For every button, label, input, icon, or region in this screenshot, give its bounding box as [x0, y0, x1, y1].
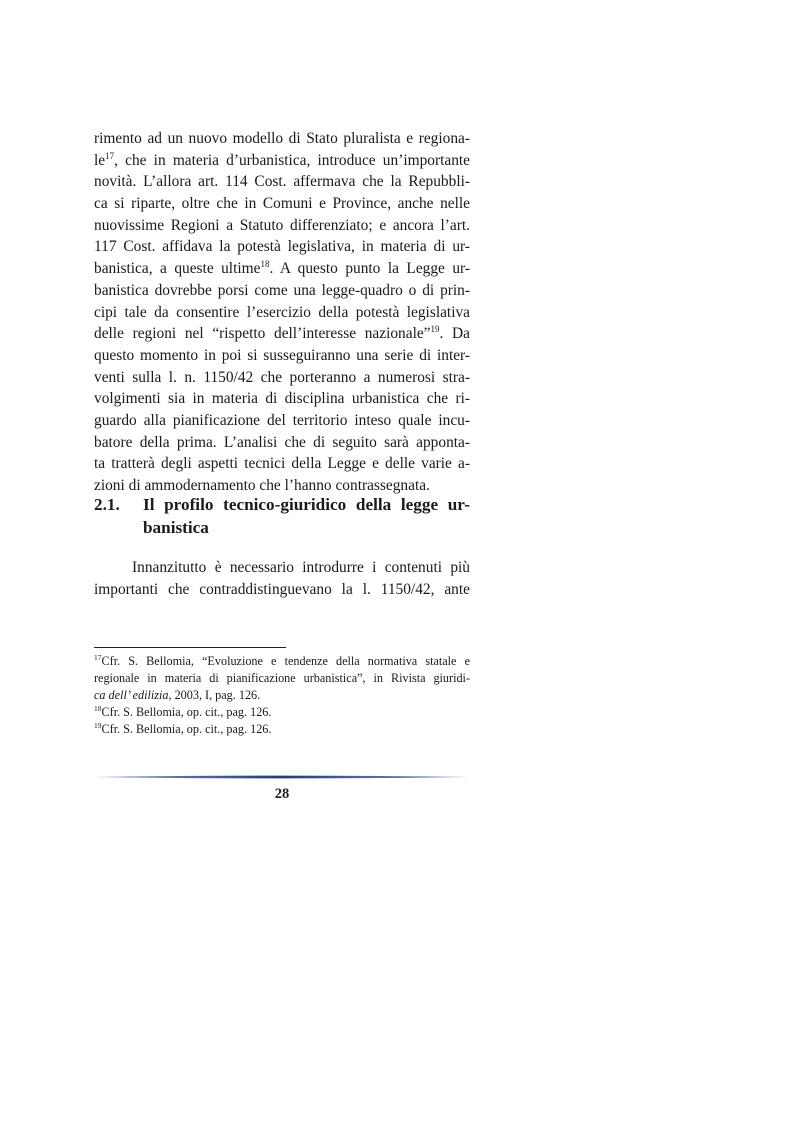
text-line: questo momento in poi si susseguiranno una serie di inter-	[94, 346, 470, 364]
text-line: banistica dovrebbe porsi come una legge-quadro o di prin-	[94, 281, 470, 299]
footnote-18: $^{18}$Cfr. S. Bellomia, op. cit., pag. 126.	[94, 704, 272, 719]
text-line: zioni di ammodernamento che l’hanno contrassegnata.	[94, 477, 430, 494]
footnote-17: $^{17}$Cfr. S. Bellomia, “Evoluzione e tendenze della normativa statale e	[94, 653, 470, 668]
text-line: venti sulla l. n. 1150/42 che porteranno a numerosi stra-	[94, 368, 470, 386]
text-line: $le^{17}$, che in materia d’urbanistica, introduce un’importante	[94, 150, 470, 169]
footnote-19: $^{19}$Cfr. S. Bellomia, op. cit., pag. 126.	[94, 721, 272, 736]
document-page	[94, 0, 470, 1123]
section-title-line: Il profilo tecnico-giuridico della legge ur-	[143, 495, 470, 514]
text-line: batore della prima. L’analisi che di seguito sarà apponta-	[94, 433, 470, 451]
section-title-line: banistica	[143, 518, 209, 537]
text-line: ca si riparte, oltre che in Comuni e Province, anche nelle	[94, 195, 470, 213]
text-line: 117 Cost. affidava la potestà legislativa, in materia di ur-	[94, 238, 470, 256]
text-line: banistica, a queste ultime$^{18}$. A questo punto la Legge ur-	[94, 259, 470, 278]
footnote-ref-17: 17	[105, 150, 115, 161]
page-number: 28	[274, 786, 290, 802]
section-number: 2.1.	[94, 495, 120, 514]
text-line: importanti che contraddistinguevano la l. 1150/42, ante	[94, 580, 470, 598]
text-line: cipi tale da consentire l’esercizio della potestà legislativa	[94, 303, 470, 321]
footnotes	[94, 653, 470, 738]
text-line: guardo alla pianificazione del territorio inteso quale incu-	[94, 411, 470, 429]
section-title	[143, 493, 470, 539]
body-paragraph	[94, 557, 470, 600]
body-paragraph	[94, 128, 470, 497]
text-line: volgimenti sia in materia di disciplina urbanistica che ri-	[94, 390, 470, 408]
footnote-separator	[94, 647, 286, 648]
text-line: ta tratterà degli aspetti tecnici della Legge e delle varie a-	[94, 455, 470, 473]
footnote-17-continued: regionale in materia di pianificazione urbanistica”, in Rivista giuridi-	[94, 671, 470, 685]
footnote-17-continued: ca dell’ edilizia, 2003, I, pag. 126.	[94, 688, 261, 702]
text-line: delle regioni nel “rispetto dell’interesse nazionale”$^{19}$. Da	[94, 324, 470, 343]
text-line: nuovissime Regioni a Statuto differenziato; e ancora l’art.	[94, 216, 470, 234]
footnote-ref-19: 19	[430, 324, 440, 335]
text-line: Innanzitutto è necessario introdurre i contenuti più	[132, 559, 470, 576]
text-line: rimento ad un nuovo modello di Stato pluralista e regiona-	[94, 130, 470, 147]
page-footer-rule	[94, 775, 470, 779]
footnote-ref-18: 18	[260, 259, 270, 270]
text-line: novità. L’allora art. 114 Cost. affermava che la Repubbli-	[94, 173, 470, 191]
